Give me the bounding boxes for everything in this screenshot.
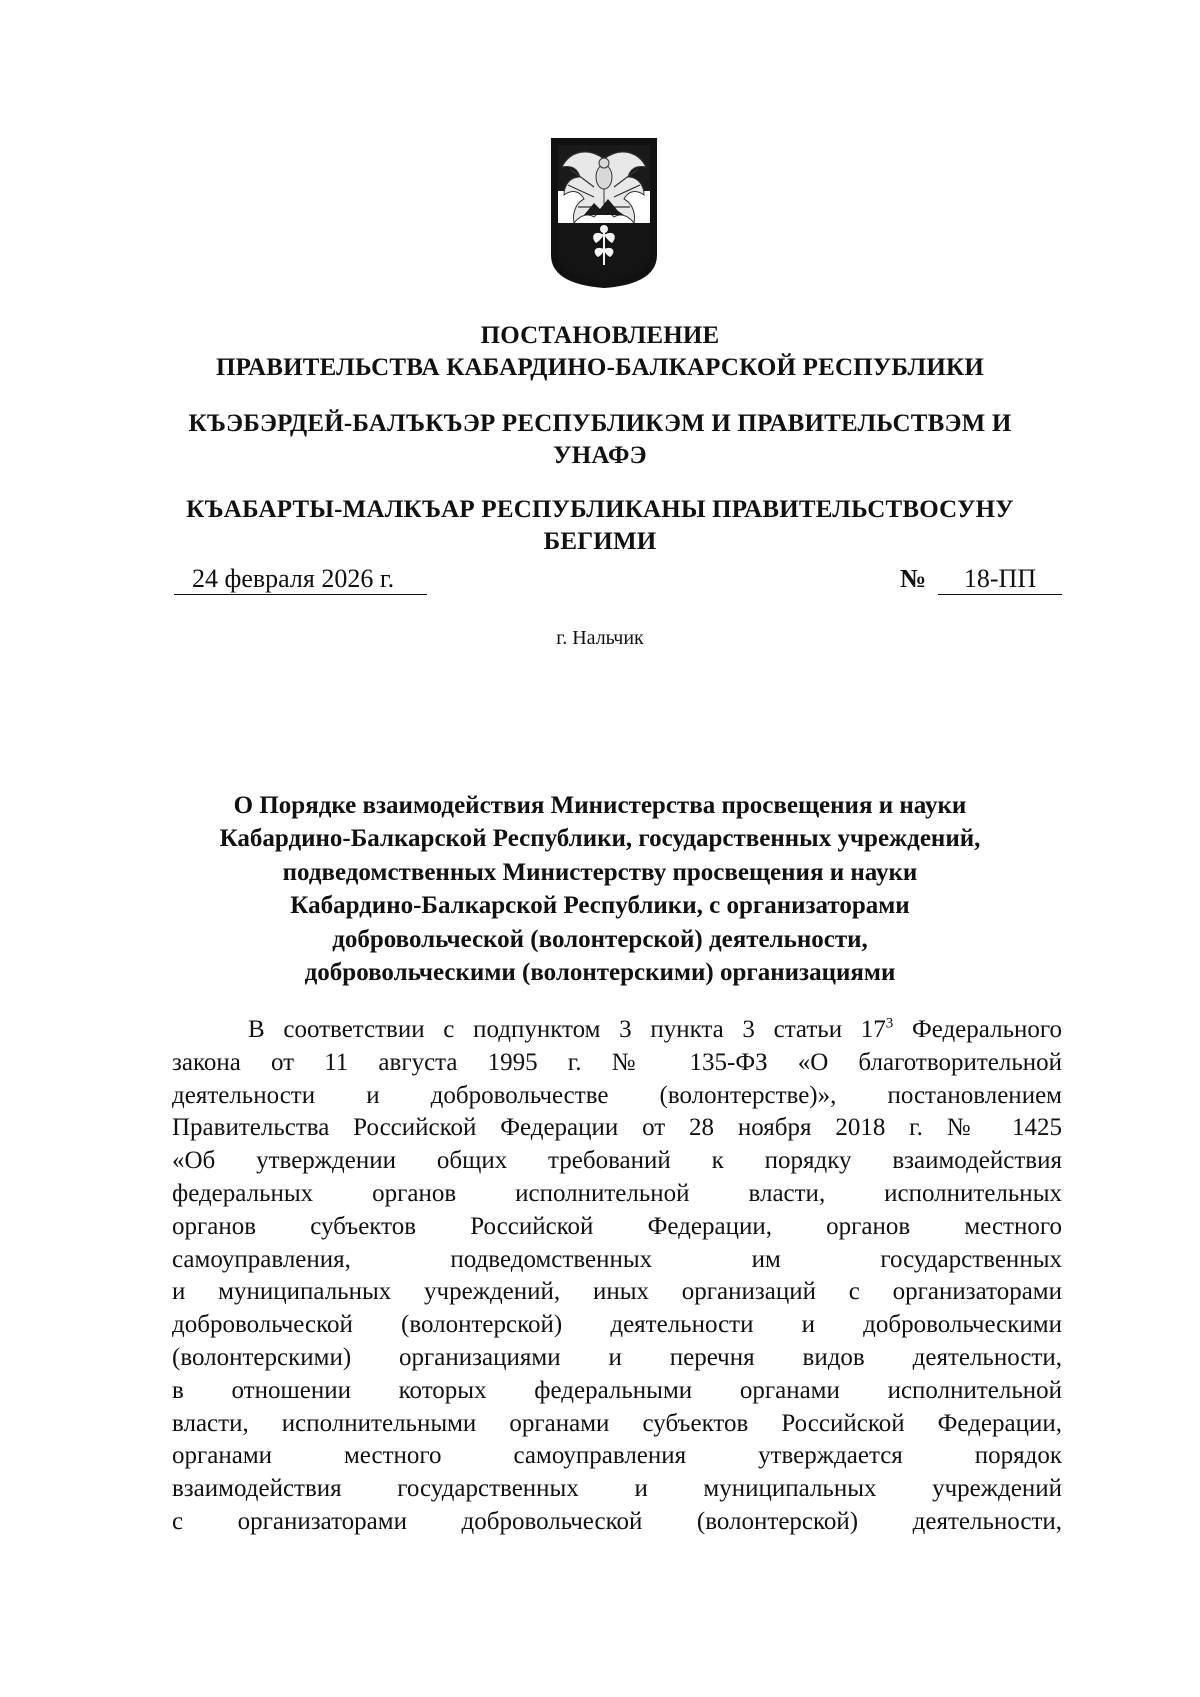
body-line: власти, исполнительными органами субъектов Российской Федерации, (172, 1409, 1062, 1437)
body-paragraph (172, 1014, 1062, 1539)
body-first-line-tail: Федерального (893, 1016, 1062, 1043)
body-line: органов субъектов Российской Федерации, органов местного (172, 1212, 1062, 1240)
body-line: самоуправления, подведомственных им государственных (172, 1245, 1062, 1273)
body-line: в отношении которых федеральными органами исполнительной (172, 1376, 1062, 1404)
title-line: Кабардино-Балкарской Республики, с организаторами (290, 892, 910, 920)
body-line: федеральных органов исполнительной власти, исполнительных (172, 1179, 1062, 1207)
title-line: добровольческими (волонтерскими) организациями (304, 959, 896, 987)
header-balkar-line-2: БЕГИМИ (543, 528, 657, 555)
header-block-kabardian (150, 408, 1050, 472)
body-line: (волонтерскими) организациями и перечня видов деятельности, (172, 1343, 1062, 1371)
coat-of-arms-emblem (550, 137, 658, 289)
header-line-2: ПРАВИТЕЛЬСТВА КАБАРДИНО-БАЛКАРСКОЙ РЕСПУБЛИКИ (216, 354, 984, 381)
body-line (172, 1014, 1062, 1047)
title-line: подведомственных Министерству просвещения и науки (282, 858, 918, 886)
document-title (160, 789, 1040, 989)
body-line: Правительства Российской Федерации от 28 ноября 2018 г. № 1425 (172, 1114, 1062, 1142)
title-line: Кабардино-Балкарской Республики, государственных учреждений, (219, 825, 981, 853)
body-first-line-text: В соответствии с подпунктом 3 пункта 3 статьи 17 (248, 1016, 886, 1043)
title-line: добровольческой (волонтерской) деятельности, (332, 925, 868, 953)
header-line-1: ПОСТАНОВЛЕНИЕ (480, 322, 720, 349)
body-line: добровольческой (волонтерской) деятельности и добровольческими (172, 1311, 1062, 1339)
header-block-balkar (150, 494, 1050, 558)
article-superscript: 3 (885, 1015, 894, 1032)
body-line: и муниципальных учреждений, иных организаций с организаторами (172, 1278, 1062, 1306)
document-number: 18-ПП (938, 564, 1062, 595)
title-line: О Порядке взаимодействия Министерства просвещения и науки (233, 792, 967, 819)
header-block-russian (150, 320, 1050, 384)
body-line: закона от 11 августа 1995 г. № 135-ФЗ «О благотворительной (172, 1048, 1062, 1076)
body-line: с организаторами добровольческой (волонтерской) деятельности, (172, 1507, 1062, 1535)
body-line: деятельности и добровольчестве (волонтерстве)», постановлением (172, 1081, 1062, 1109)
header-kabardian-line-2: УНАФЭ (553, 442, 647, 469)
body-line: «Об утверждении общих требований к порядку взаимодействия (172, 1147, 1062, 1175)
number-sign: № (900, 564, 927, 593)
body-line: органами местного самоуправления утверждается порядок (172, 1442, 1062, 1470)
body-line: взаимодействия государственных и муниципальных учреждений (172, 1475, 1062, 1503)
header-kabardian-line-1: КЪЭБЭРДЕЙ-БАЛЪКЪЭР РЕСПУБЛИКЭМ И ПРАВИТЕЛЬСТВЭМ И (188, 410, 1012, 437)
document-date: 24 февраля 2026 г. (174, 564, 427, 595)
document-city: г. Нальчик (556, 627, 644, 649)
header-balkar-line-1: КЪАБАРТЫ-МАЛКЪАР РЕСПУБЛИКАНЫ ПРАВИТЕЛЬСТВОСУНУ (186, 496, 1014, 523)
